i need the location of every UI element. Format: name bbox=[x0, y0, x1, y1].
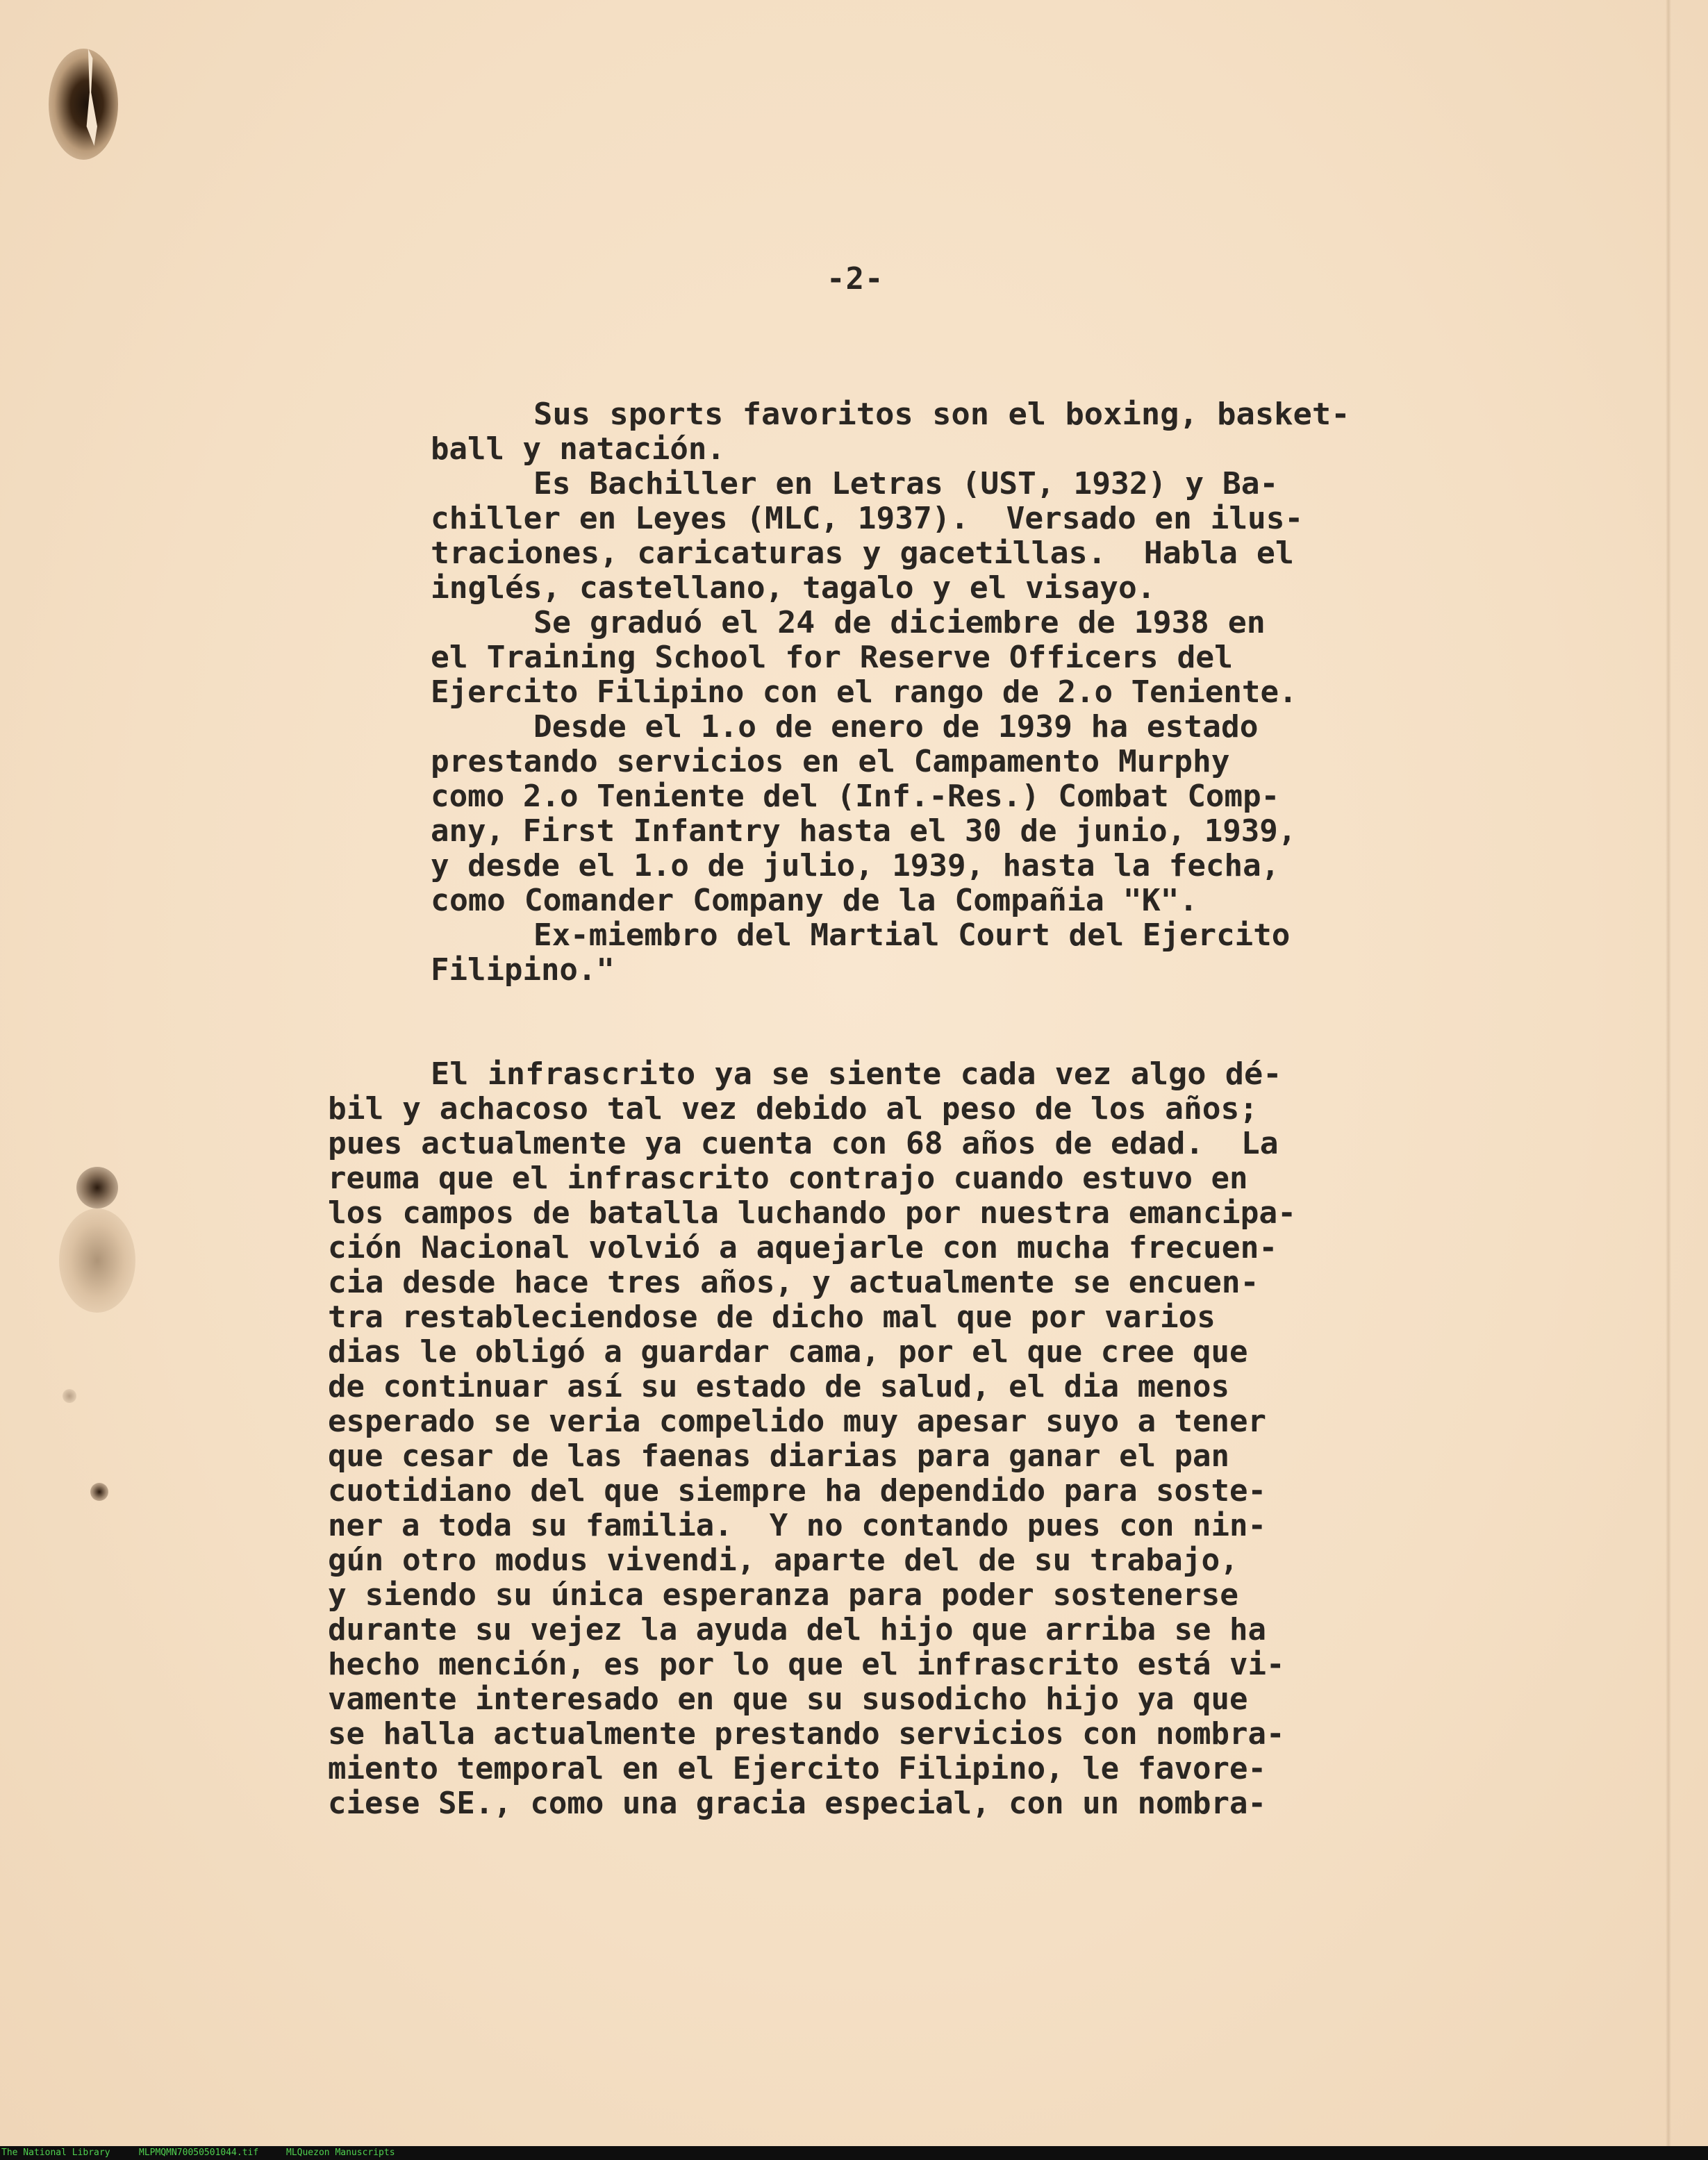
text-line: ciese SE., como una gracia especial, con un nombra- bbox=[328, 1786, 1267, 1821]
text-line: inglés, castellano, tagalo y el visayo. bbox=[431, 570, 1156, 606]
text-line: Es Bachiller en Letras (UST, 1932) y Ba- bbox=[533, 466, 1279, 501]
text-line: que cesar de las faenas diarias para ganar el pan bbox=[328, 1438, 1230, 1474]
text-line: esperado se veria compelido muy apesar suyo a tener bbox=[328, 1404, 1267, 1439]
text-line: cia desde hace tres años, y actualmente se encuen- bbox=[328, 1265, 1259, 1300]
burn-mark bbox=[49, 49, 118, 160]
text-line: El infrascrito ya se siente cada vez algo dé- bbox=[431, 1056, 1282, 1092]
burn-mark bbox=[90, 1483, 108, 1501]
text-line: de continuar así su estado de salud, el dia menos bbox=[328, 1369, 1230, 1404]
footer-library: The National Library bbox=[1, 2147, 110, 2158]
paper-fold bbox=[1666, 0, 1671, 2146]
text-line: como 2.o Teniente del (Inf.-Res.) Combat Comp- bbox=[431, 779, 1280, 814]
text-line: Ex-miembro del Martial Court del Ejercito bbox=[533, 917, 1291, 953]
text-line: cuotidiano del que siempre ha dependido para soste- bbox=[328, 1473, 1267, 1509]
burn-stain bbox=[63, 1389, 76, 1403]
text-line: como Comander Company de la Compañia "K". bbox=[431, 883, 1198, 918]
text-line: reuma que el infrascrito contrajo cuando estuvo en bbox=[328, 1161, 1248, 1196]
text-line: los campos de batalla luchando por nuestra emancipa- bbox=[328, 1195, 1297, 1231]
text-line: tra restableciendose de dicho mal que por varios bbox=[328, 1299, 1216, 1335]
text-line: ción Nacional volvió a aquejarle con mucha frecuen- bbox=[328, 1230, 1278, 1265]
burn-mark bbox=[76, 1167, 118, 1208]
text-line: prestando servicios en el Campamento Murphy bbox=[431, 744, 1230, 779]
text-line: vamente interesado en que su susodicho hijo ya que bbox=[328, 1681, 1248, 1717]
text-line: Sus sports favoritos son el boxing, basket- bbox=[533, 397, 1350, 432]
text-line: bil y achacoso tal vez debido al peso de los años; bbox=[328, 1091, 1259, 1127]
footer-collection: MLQuezon Manuscripts bbox=[286, 2147, 395, 2158]
text-line: Filipino." bbox=[431, 952, 615, 988]
text-line: chiller en Leyes (MLC, 1937). Versado en ilus- bbox=[431, 501, 1304, 536]
text-line: y siendo su única esperanza para poder sostenerse bbox=[328, 1577, 1239, 1613]
text-line: ball y natación. bbox=[431, 431, 725, 467]
burn-stain bbox=[59, 1208, 135, 1313]
text-line: y desde el 1.o de julio, 1939, hasta la fecha, bbox=[431, 848, 1280, 883]
archive-footer bbox=[0, 2146, 1708, 2160]
text-line: el Training School for Reserve Officers del bbox=[431, 640, 1234, 675]
text-line: any, First Infantry hasta el 30 de junio, 1939, bbox=[431, 813, 1297, 849]
text-line: Ejercito Filipino con el rango de 2.o Teniente. bbox=[431, 674, 1297, 710]
text-line: pues actualmente ya cuenta con 68 años de edad. La bbox=[328, 1126, 1279, 1161]
text-line: gún otro modus vivendi, aparte del de su trabajo, bbox=[328, 1543, 1239, 1578]
text-line: durante su vejez la ayuda del hijo que arriba se ha bbox=[328, 1612, 1267, 1647]
text-line: hecho mención, es por lo que el infrascrito está vi- bbox=[328, 1647, 1285, 1682]
text-line: miento temporal en el Ejercito Filipino, le favore- bbox=[328, 1751, 1267, 1786]
text-line: traciones, caricaturas y gacetillas. Habla el bbox=[431, 535, 1294, 571]
text-line: Se graduó el 24 de diciembre de 1938 en bbox=[533, 605, 1266, 640]
page-number: -2- bbox=[827, 261, 884, 297]
text-line: ner a toda su familia. Y no contando pues con nin- bbox=[328, 1508, 1267, 1543]
footer-file-id: MLPMQMN70050501044.tif bbox=[139, 2147, 259, 2158]
text-line: Desde el 1.o de enero de 1939 ha estado bbox=[533, 709, 1259, 745]
text-line: dias le obligó a guardar cama, por el que cree que bbox=[328, 1334, 1248, 1370]
text-line: se halla actualmente prestando servicios con nombra- bbox=[328, 1716, 1285, 1752]
